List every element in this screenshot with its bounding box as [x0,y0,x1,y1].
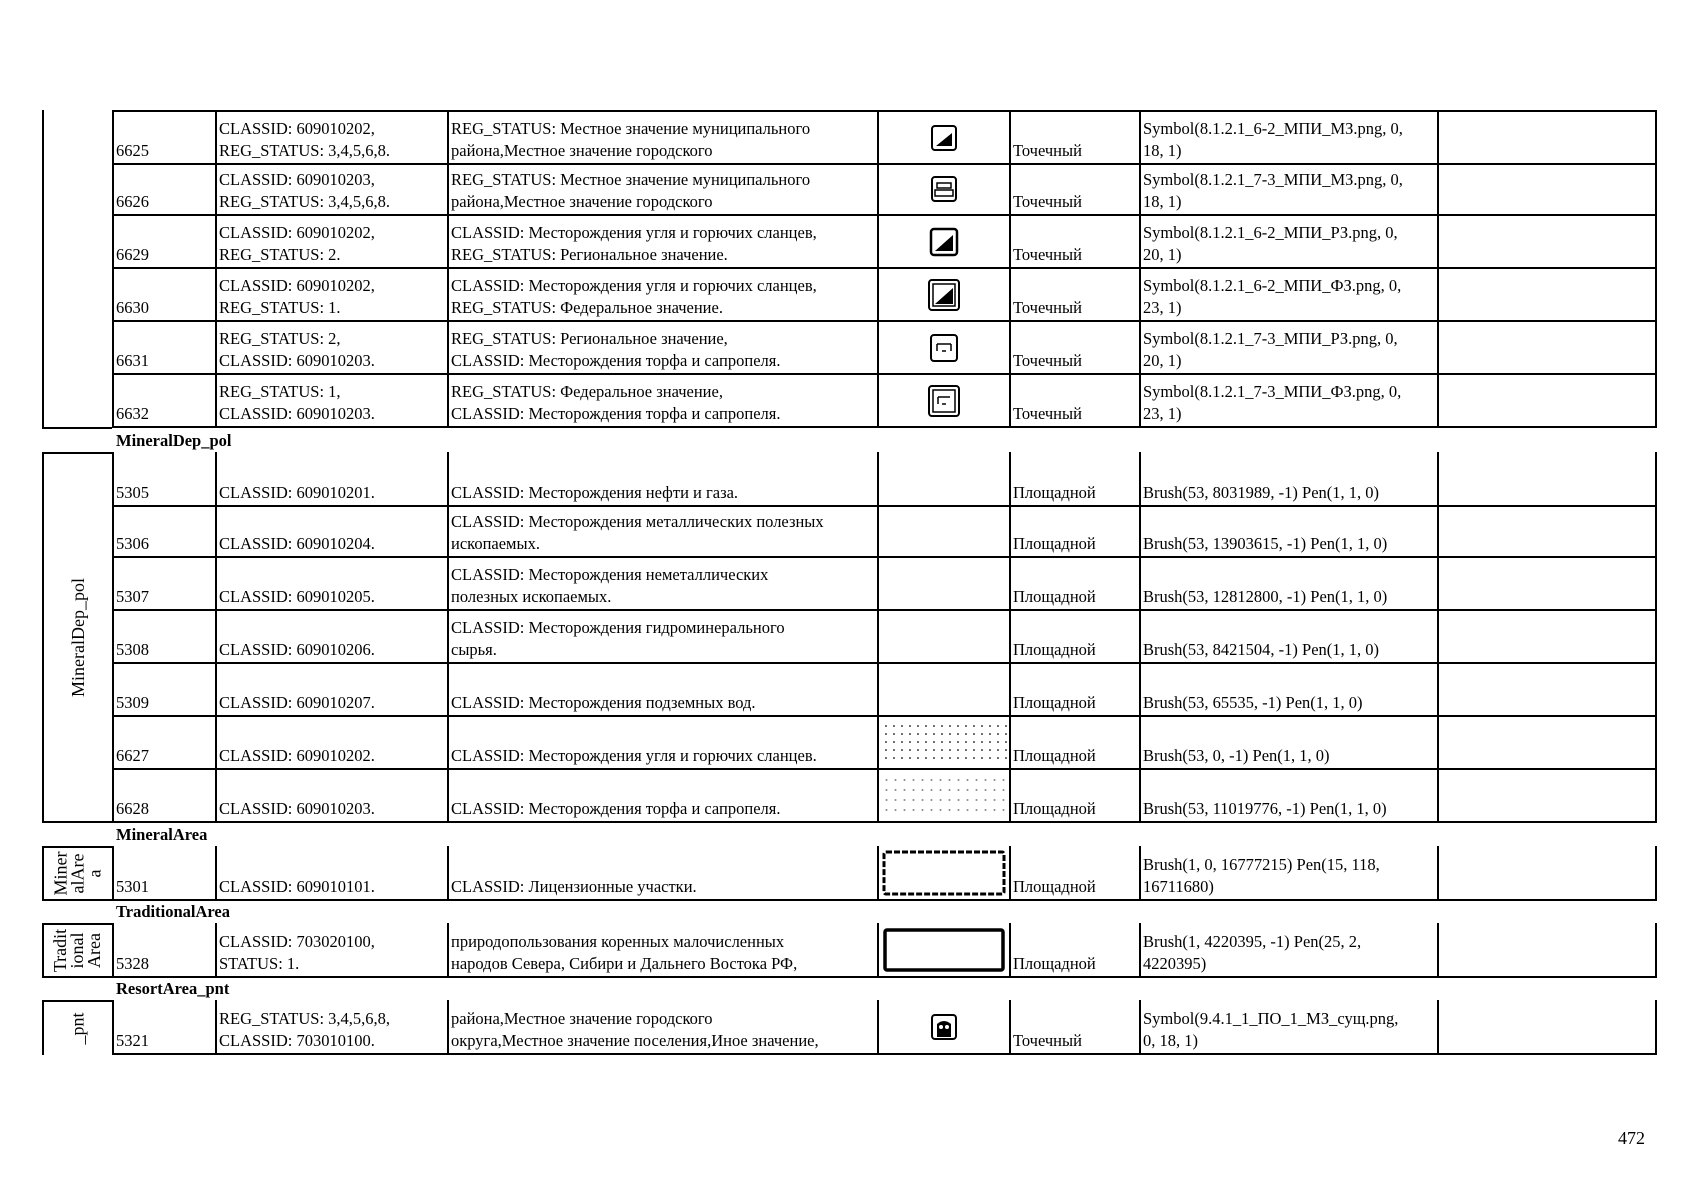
cell-style [1139,505,1437,556]
cell-condition-line: REG_STATUS: 3,4,5,6,8. [219,141,391,160]
cell-geometry-type [1009,163,1139,214]
side-label-traditionalarea-text: Tradit ional Area [50,928,105,973]
cell-geometry-type [1009,112,1139,163]
cell-condition-line: CLASSID: 703020100, [219,932,375,951]
cell-empty [1437,269,1655,320]
cell-condition-line: CLASSID: 703010100. [219,1031,375,1050]
cell-id [112,664,215,715]
cell-style [1139,770,1437,821]
cell-id [112,505,215,556]
cell-geometry-type [1009,452,1139,505]
cell-description [447,452,877,505]
table-row [112,558,1657,611]
cell-symbol [877,322,1009,373]
dashed-rect-icon [881,849,1007,897]
section-heading-resortarea-pnt: ResortArea_pnt [116,979,230,998]
cell-geometry-type-text: Точечный [1013,298,1082,317]
cell-condition [215,664,447,715]
cell-description-line: CLASSID: Лицензионные участки. [451,877,697,896]
cell-empty [1437,923,1655,976]
cell-condition-line: REG_STATUS: 2, [219,329,341,348]
section-heading-mineraldep-pol: MineralDep_pol [116,431,232,450]
square-diagonal-regional-icon [927,225,961,259]
cell-id [112,216,215,267]
cell-description [447,717,877,768]
cell-symbol [877,1000,1009,1053]
cell-id-text: 5307 [116,587,149,606]
cell-description-line: CLASSID: Месторождения торфа и сапропеля. [451,351,781,370]
cell-description-line: CLASSID: Месторождения угля и горючих сланцев, [451,223,817,242]
cell-geometry-type-text: Точечный [1013,404,1082,423]
cell-geometry-type-text: Площадной [1013,746,1096,765]
cell-empty [1437,375,1655,426]
cell-description [447,269,877,320]
cell-empty [1437,216,1655,267]
cell-empty [1437,322,1655,373]
cell-style-line: 23, 1) [1143,404,1182,423]
cell-description-line: REG_STATUS: Местное значение муниципального [451,170,811,189]
cell-style-line: Brush(53, 65535, -1) Pen(1, 1, 0) [1143,693,1363,712]
cell-geometry-type [1009,1000,1139,1053]
table-row [112,505,1657,558]
square-peat-regional-icon [927,331,961,365]
cell-id-text: 5305 [116,483,149,502]
cell-style [1139,664,1437,715]
cell-geometry-type-text: Площадной [1013,483,1096,502]
cell-symbol [877,558,1009,609]
cell-id [112,452,215,505]
cell-id [112,269,215,320]
cell-description-line: сырья. [451,640,497,659]
cell-id-text: 6630 [116,298,149,317]
cell-id-text: 6625 [116,141,149,160]
cell-condition-line: CLASSID: 609010203, [219,170,375,189]
cell-description-line: природопользования коренных малочисленных [451,932,785,951]
cell-style [1139,322,1437,373]
cell-description-line: CLASSID: Месторождения неметаллических [451,565,769,584]
cell-description-line: округа,Местное значение поселения,Иное значение, [451,1031,819,1050]
cell-description-line: CLASSID: Месторождения металлических полезных [451,512,824,531]
cell-style-line: 16711680) [1143,877,1214,896]
cell-id-text: 6626 [116,192,149,211]
table-row [112,110,1657,165]
side-label-top-group [42,110,112,429]
cell-style-line: 18, 1) [1143,192,1182,211]
cell-description [447,216,877,267]
side-label-mineralarea [42,846,112,901]
cell-geometry-type-text: Площадной [1013,693,1096,712]
cell-symbol [877,664,1009,715]
cell-description-line: CLASSID: Месторождения гидроминерального [451,618,785,637]
cell-style [1139,216,1437,267]
cell-style-line: 4220395) [1143,954,1207,973]
cell-geometry-type-text: Точечный [1013,1031,1082,1050]
cell-style [1139,163,1437,214]
cell-empty [1437,452,1655,505]
cell-condition-line: CLASSID: 609010205. [219,587,375,606]
cell-id-text: 6629 [116,245,149,264]
cell-condition [215,558,447,609]
cell-id [112,846,215,899]
cell-description [447,611,877,662]
cell-condition-line: CLASSID: 609010202, [219,119,375,138]
table-row [112,163,1657,216]
cell-description-line: ископаемых. [451,534,540,553]
cell-geometry-type-text: Площадной [1013,640,1096,659]
cell-condition-line: STATUS: 1. [219,954,300,973]
cell-id [112,770,215,821]
cell-condition [215,505,447,556]
table-row [112,923,1657,978]
cell-condition [215,846,447,899]
cell-style-line: 18, 1) [1143,141,1182,160]
cell-empty [1437,770,1655,821]
cell-condition-line: CLASSID: 609010202. [219,746,375,765]
cell-description [447,1000,877,1053]
cell-condition-line: CLASSID: 609010206. [219,640,375,659]
cell-style-line: Symbol(8.1.2.1_6-2_МПИ_РЗ.png, 0, [1143,223,1398,242]
cell-style-line: Brush(53, 8031989, -1) Pen(1, 1, 0) [1143,483,1380,502]
table-row [112,611,1657,664]
cell-empty [1437,558,1655,609]
cell-style-line: Symbol(8.1.2.1_7-3_МПИ_МЗ.png, 0, [1143,170,1403,189]
cell-id [112,717,215,768]
dot-pattern-icon [882,722,1007,764]
cell-style [1139,717,1437,768]
cell-condition [215,322,447,373]
thick-rect-icon [881,926,1007,974]
square-diagonal-federal-icon [927,278,961,312]
cell-description [447,664,877,715]
cell-style-line: Symbol(8.1.2.1_7-3_МПИ_РЗ.png, 0, [1143,329,1398,348]
cell-style-line: Brush(53, 0, -1) Pen(1, 1, 0) [1143,746,1330,765]
cell-empty [1437,1000,1655,1053]
square-peat-icon [927,172,961,206]
cell-id [112,163,215,214]
table-row [112,216,1657,269]
cell-condition-line: REG_STATUS: 1. [219,298,341,317]
table-row [112,770,1657,823]
cell-style-line: Brush(53, 11019776, -1) Pen(1, 1, 0) [1143,799,1387,818]
side-label-traditionalarea [42,923,112,978]
resort-icon [927,1010,961,1044]
table-row [112,846,1657,901]
table-row [112,322,1657,375]
cell-geometry-type [1009,558,1139,609]
square-peat-federal-icon [927,384,961,418]
cell-condition [215,112,447,163]
cell-description-line: REG_STATUS: Региональное значение. [451,245,728,264]
cell-geometry-type [1009,505,1139,556]
cell-style-line: Symbol(8.1.2.1_6-2_МПИ_ФЗ.png, 0, [1143,276,1402,295]
cell-style [1139,452,1437,505]
cell-geometry-type [1009,770,1139,821]
section-heading-traditionalarea: TraditionalArea [116,902,230,921]
cell-symbol [877,846,1009,899]
cell-description-line: REG_STATUS: Федеральное значение, [451,382,723,401]
cell-description [447,375,877,426]
table-row [112,717,1657,770]
cell-condition [215,375,447,426]
cell-geometry-type [1009,375,1139,426]
cell-description [447,770,877,821]
cell-style-line: Symbol(9.4.1_1_ПО_1_МЗ_сущ.png, [1143,1009,1399,1028]
cell-geometry-type [1009,322,1139,373]
cell-style [1139,923,1437,976]
cell-description-line: CLASSID: Месторождения угля и горючих сланцев, [451,276,817,295]
cell-style [1139,611,1437,662]
cell-id [112,611,215,662]
cell-condition [215,717,447,768]
table-row [112,375,1657,428]
cell-style-line: 23, 1) [1143,298,1182,317]
cell-condition-line: CLASSID: 609010203. [219,799,375,818]
cell-description [447,923,877,976]
cell-condition-line: CLASSID: 609010204. [219,534,375,553]
cell-symbol [877,216,1009,267]
cell-style [1139,112,1437,163]
sparse-dot-pattern-icon [882,775,1007,817]
cell-condition-line: CLASSID: 609010202, [219,276,375,295]
cell-id [112,375,215,426]
cell-description-line: района,Местное значение городского [451,192,713,211]
square-diagonal-icon [927,121,961,155]
cell-style-line: 0, 18, 1) [1143,1031,1198,1050]
cell-description-line: REG_STATUS: Местное значение муниципального [451,119,811,138]
cell-geometry-type-text: Точечный [1013,141,1082,160]
cell-empty [1437,163,1655,214]
cell-empty [1437,611,1655,662]
cell-id-text: 5306 [116,534,149,553]
cell-style [1139,846,1437,899]
side-label-resortarea-pnt-text: _pnt [67,1012,88,1045]
cell-condition [215,216,447,267]
cell-description-line: CLASSID: Месторождения торфа и сапропеля. [451,799,781,818]
cell-symbol [877,923,1009,976]
cell-description [447,846,877,899]
cell-condition [215,770,447,821]
cell-condition-line: REG_STATUS: 3,4,5,6,8. [219,192,391,211]
cell-description-line: CLASSID: Месторождения подземных вод. [451,693,756,712]
cell-style-line: Symbol(8.1.2.1_7-3_МПИ_ФЗ.png, 0, [1143,382,1402,401]
cell-empty [1437,846,1655,899]
cell-description [447,163,877,214]
cell-symbol [877,375,1009,426]
cell-id-text: 5309 [116,693,149,712]
cell-condition-line: CLASSID: 609010202, [219,223,375,242]
cell-description-line: полезных ископаемых. [451,587,612,606]
side-label-mineralarea-text: Miner alAre a [50,851,105,896]
cell-id-text: 5321 [116,1031,149,1050]
cell-id [112,558,215,609]
cell-condition-line: REG_STATUS: 2. [219,245,341,264]
cell-empty [1437,112,1655,163]
cell-id-text: 5308 [116,640,149,659]
cell-geometry-type [1009,269,1139,320]
cell-id [112,112,215,163]
cell-condition [215,611,447,662]
table-row [112,269,1657,322]
cell-geometry-type [1009,717,1139,768]
cell-geometry-type [1009,846,1139,899]
cell-style-line: Brush(1, 4220395, -1) Pen(25, 2, [1143,932,1362,951]
cell-id-text: 5328 [116,954,149,973]
cell-id [112,923,215,976]
side-label-mineraldep-pol [42,452,112,823]
cell-symbol [877,163,1009,214]
cell-empty [1437,505,1655,556]
cell-empty [1437,717,1655,768]
side-label-mineraldep-pol-text: MineralDep_pol [67,578,88,697]
cell-geometry-type-text: Площадной [1013,587,1096,606]
cell-description-line: REG_STATUS: Федеральное значение. [451,298,723,317]
page-number: 472 [1618,1128,1645,1148]
cell-style-line: 20, 1) [1143,245,1182,264]
cell-symbol [877,269,1009,320]
cell-geometry-type-text: Площадной [1013,534,1096,553]
cell-condition-line: CLASSID: 609010201. [219,483,375,502]
cell-id-text: 6628 [116,799,149,818]
cell-symbol [877,505,1009,556]
cell-geometry-type [1009,611,1139,662]
cell-geometry-type-text: Площадной [1013,877,1096,896]
cell-id-text: 6632 [116,404,149,423]
cell-description-line: CLASSID: Месторождения угля и горючих сланцев. [451,746,817,765]
cell-condition-line: REG_STATUS: 3,4,5,6,8, [219,1009,391,1028]
table-row [112,1000,1657,1055]
cell-condition-line: CLASSID: 609010101. [219,877,375,896]
cell-symbol [877,611,1009,662]
cell-id-text: 5301 [116,877,149,896]
cell-description [447,505,877,556]
cell-geometry-type [1009,664,1139,715]
cell-condition-line: CLASSID: 609010207. [219,693,375,712]
cell-style-line: Brush(53, 13903615, -1) Pen(1, 1, 0) [1143,534,1388,553]
section-heading-mineralarea: MineralArea [116,825,208,844]
cell-style [1139,558,1437,609]
cell-id-text: 6627 [116,746,149,765]
cell-symbol [877,717,1009,768]
table-row [112,452,1657,507]
cell-condition [215,269,447,320]
cell-style-line: Symbol(8.1.2.1_6-2_МПИ_МЗ.png, 0, [1143,119,1403,138]
cell-condition-line: CLASSID: 609010203. [219,351,375,370]
cell-description-line: народов Севера, Сибири и Дальнего Востока РФ, [451,954,798,973]
cell-condition-line: CLASSID: 609010203. [219,404,375,423]
cell-description [447,322,877,373]
cell-symbol [877,770,1009,821]
cell-geometry-type-text: Площадной [1013,799,1096,818]
cell-style-line: Brush(53, 12812800, -1) Pen(1, 1, 0) [1143,587,1388,606]
cell-condition [215,452,447,505]
cell-condition [215,163,447,214]
cell-id [112,1000,215,1053]
cell-geometry-type-text: Точечный [1013,351,1082,370]
cell-description-line: CLASSID: Месторождения нефти и газа. [451,483,739,502]
cell-style [1139,1000,1437,1053]
cell-geometry-type-text: Площадной [1013,954,1096,973]
cell-geometry-type [1009,216,1139,267]
cell-description-line: CLASSID: Месторождения торфа и сапропеля. [451,404,781,423]
cell-symbol [877,452,1009,505]
cell-style-line: Brush(1, 0, 16777215) Pen(15, 118, [1143,855,1380,874]
cell-condition-line: REG_STATUS: 1, [219,382,341,401]
side-label-resortarea-pnt [42,1000,112,1055]
cell-description-line: района,Местное значение городского [451,1009,713,1028]
cell-style [1139,269,1437,320]
cell-style [1139,375,1437,426]
cell-style-line: Brush(53, 8421504, -1) Pen(1, 1, 0) [1143,640,1380,659]
cell-geometry-type-text: Точечный [1013,192,1082,211]
cell-description [447,112,877,163]
cell-symbol [877,112,1009,163]
cell-id [112,322,215,373]
cell-description-line: района,Местное значение городского [451,141,713,160]
cell-geometry-type [1009,923,1139,976]
table-row [112,664,1657,717]
cell-description-line: REG_STATUS: Региональное значение, [451,329,728,348]
cell-style-line: 20, 1) [1143,351,1182,370]
cell-geometry-type-text: Точечный [1013,245,1082,264]
cell-description [447,558,877,609]
cell-condition [215,923,447,976]
cell-id-text: 6631 [116,351,149,370]
cell-empty [1437,664,1655,715]
cell-condition [215,1000,447,1053]
